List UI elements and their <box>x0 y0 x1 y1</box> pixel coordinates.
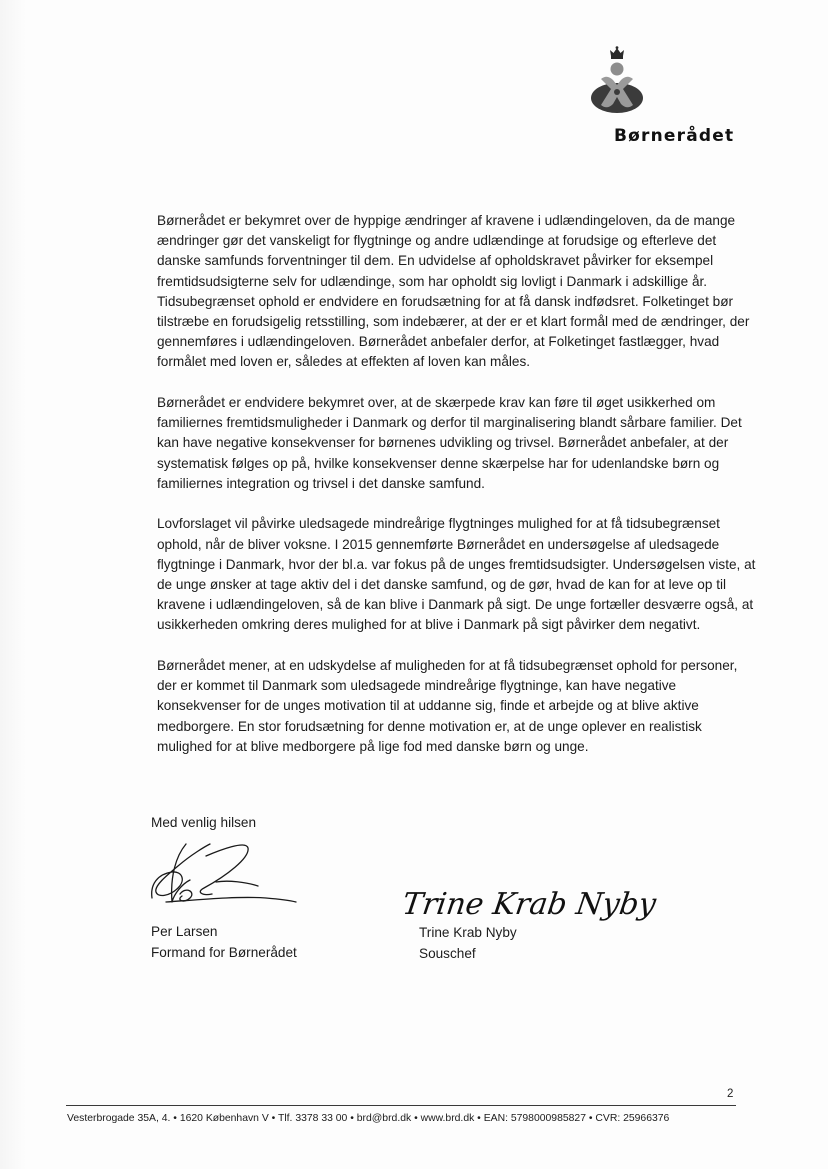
svg-text:Trine Krab Nyby: Trine Krab Nyby <box>400 887 659 922</box>
signer-title: Formand for Børnerådet <box>151 945 297 960</box>
paragraph-4: Børnerådet mener, at en udskydelse af muligheden for at få tidsubegrænset ophold for personer, der er kommet til Danmark som uledsagede mindreårige flygtninge, kan have negative konsekvenser for de unges motivation til at uddanne sig, finde et arbejde og at blive aktive medborgere. En stor forudsætning for denne motivation er, at de unge oplever en realistisk mulighed for at blive medborgere på lige fod med danske børn og unge. <box>157 658 738 754</box>
crowned-child-figure-logo-icon <box>586 46 648 118</box>
paragraph-2: Børnerådet er endvidere bekymret over, at de skærpede krav kan føre til øget usikkerhed om familiernes fremtidsmuligheder i Danmark og derfor til marginalisering blandt sårbare familier. Det kan have negative konsekvenser for børnenes udvikling og trivsel. Børnerådet anbefaler, at der systematisk følges op på, hvilke konsekvenser denne skærpelse har for udenlandske børn og familiernes integration og trivsel i det danske samfund. <box>157 395 742 491</box>
paragraph-3: Lovforslaget vil påvirke uledsagede mindreårige flygtninges mulighed for at få tidsubegrænset ophold, når de bliver voksne. I 2015 gennemførte Børnerådet en undersøgelse af uledsagede flygtninge i Danmark, hvor der bl.a. var fokus på de unges fremtidsudsigter. Undersøgelsen viste, at de unge ønsker at tage aktiv del i det danske samfund, og de gør, hvad de kan for at leve op til kravene i udlændingeloven, så de kan blive i Danmark på sigt. De unge fortæller desværre også, at usikkerheden omkring deres mulighed for at blive i Danmark på sigt påvirker dem negativt. <box>157 516 756 633</box>
closing-salutation: Med venlig hilsen <box>151 815 257 830</box>
signer-name: Trine Krab Nyby <box>419 925 517 940</box>
signer-per-larsen <box>151 921 297 963</box>
signer-trine-krab-nyby <box>419 922 517 964</box>
per-larsen-signature <box>146 836 306 916</box>
page-number: 2 <box>727 1088 734 1100</box>
signer-name: Per Larsen <box>151 924 218 939</box>
scan-edge-shadow <box>0 0 26 1169</box>
footer-divider <box>66 1105 736 1106</box>
letter-body <box>157 211 757 777</box>
signer-title: Souschef <box>419 946 476 961</box>
paragraph-1: Børnerådet er bekymret over de hyppige ændringer af kravene i udlændingeloven, da de mange ændringer gør det vanskeligt for flygtninge og andre udlændinge at forudsige og efterleve det danske samfunds forventninger til dem. En udvidelse af opholdskravet påvirker for eksempel fremtidsudsigterne selv for udlændinge, som har opholdt sig lovligt i Danmark i adskillige år. Tidsubegrænset ophold er endvidere en forudsætning for at få dansk indfødsret. Folketinget bør tilstræbe en forudsigelig retsstilling, som indebærer, at der er et klart formål med de ændringer, der gennemføres i udlændingeloven. Børnerådet anbefaler derfor, at Folketinget fastlægger, hvad formålet med loven er, således at effekten af loven kan måles. <box>157 213 750 370</box>
footer-contact-line: Vesterbrogade 35A, 4. • 1620 København V • Tlf. 3378 33 00 • brd@brd.dk • www.brd.dk • EAN: 5798000985827 • CVR: 25966376 <box>67 1113 670 1124</box>
organization-name: Børnerådet <box>614 126 735 146</box>
